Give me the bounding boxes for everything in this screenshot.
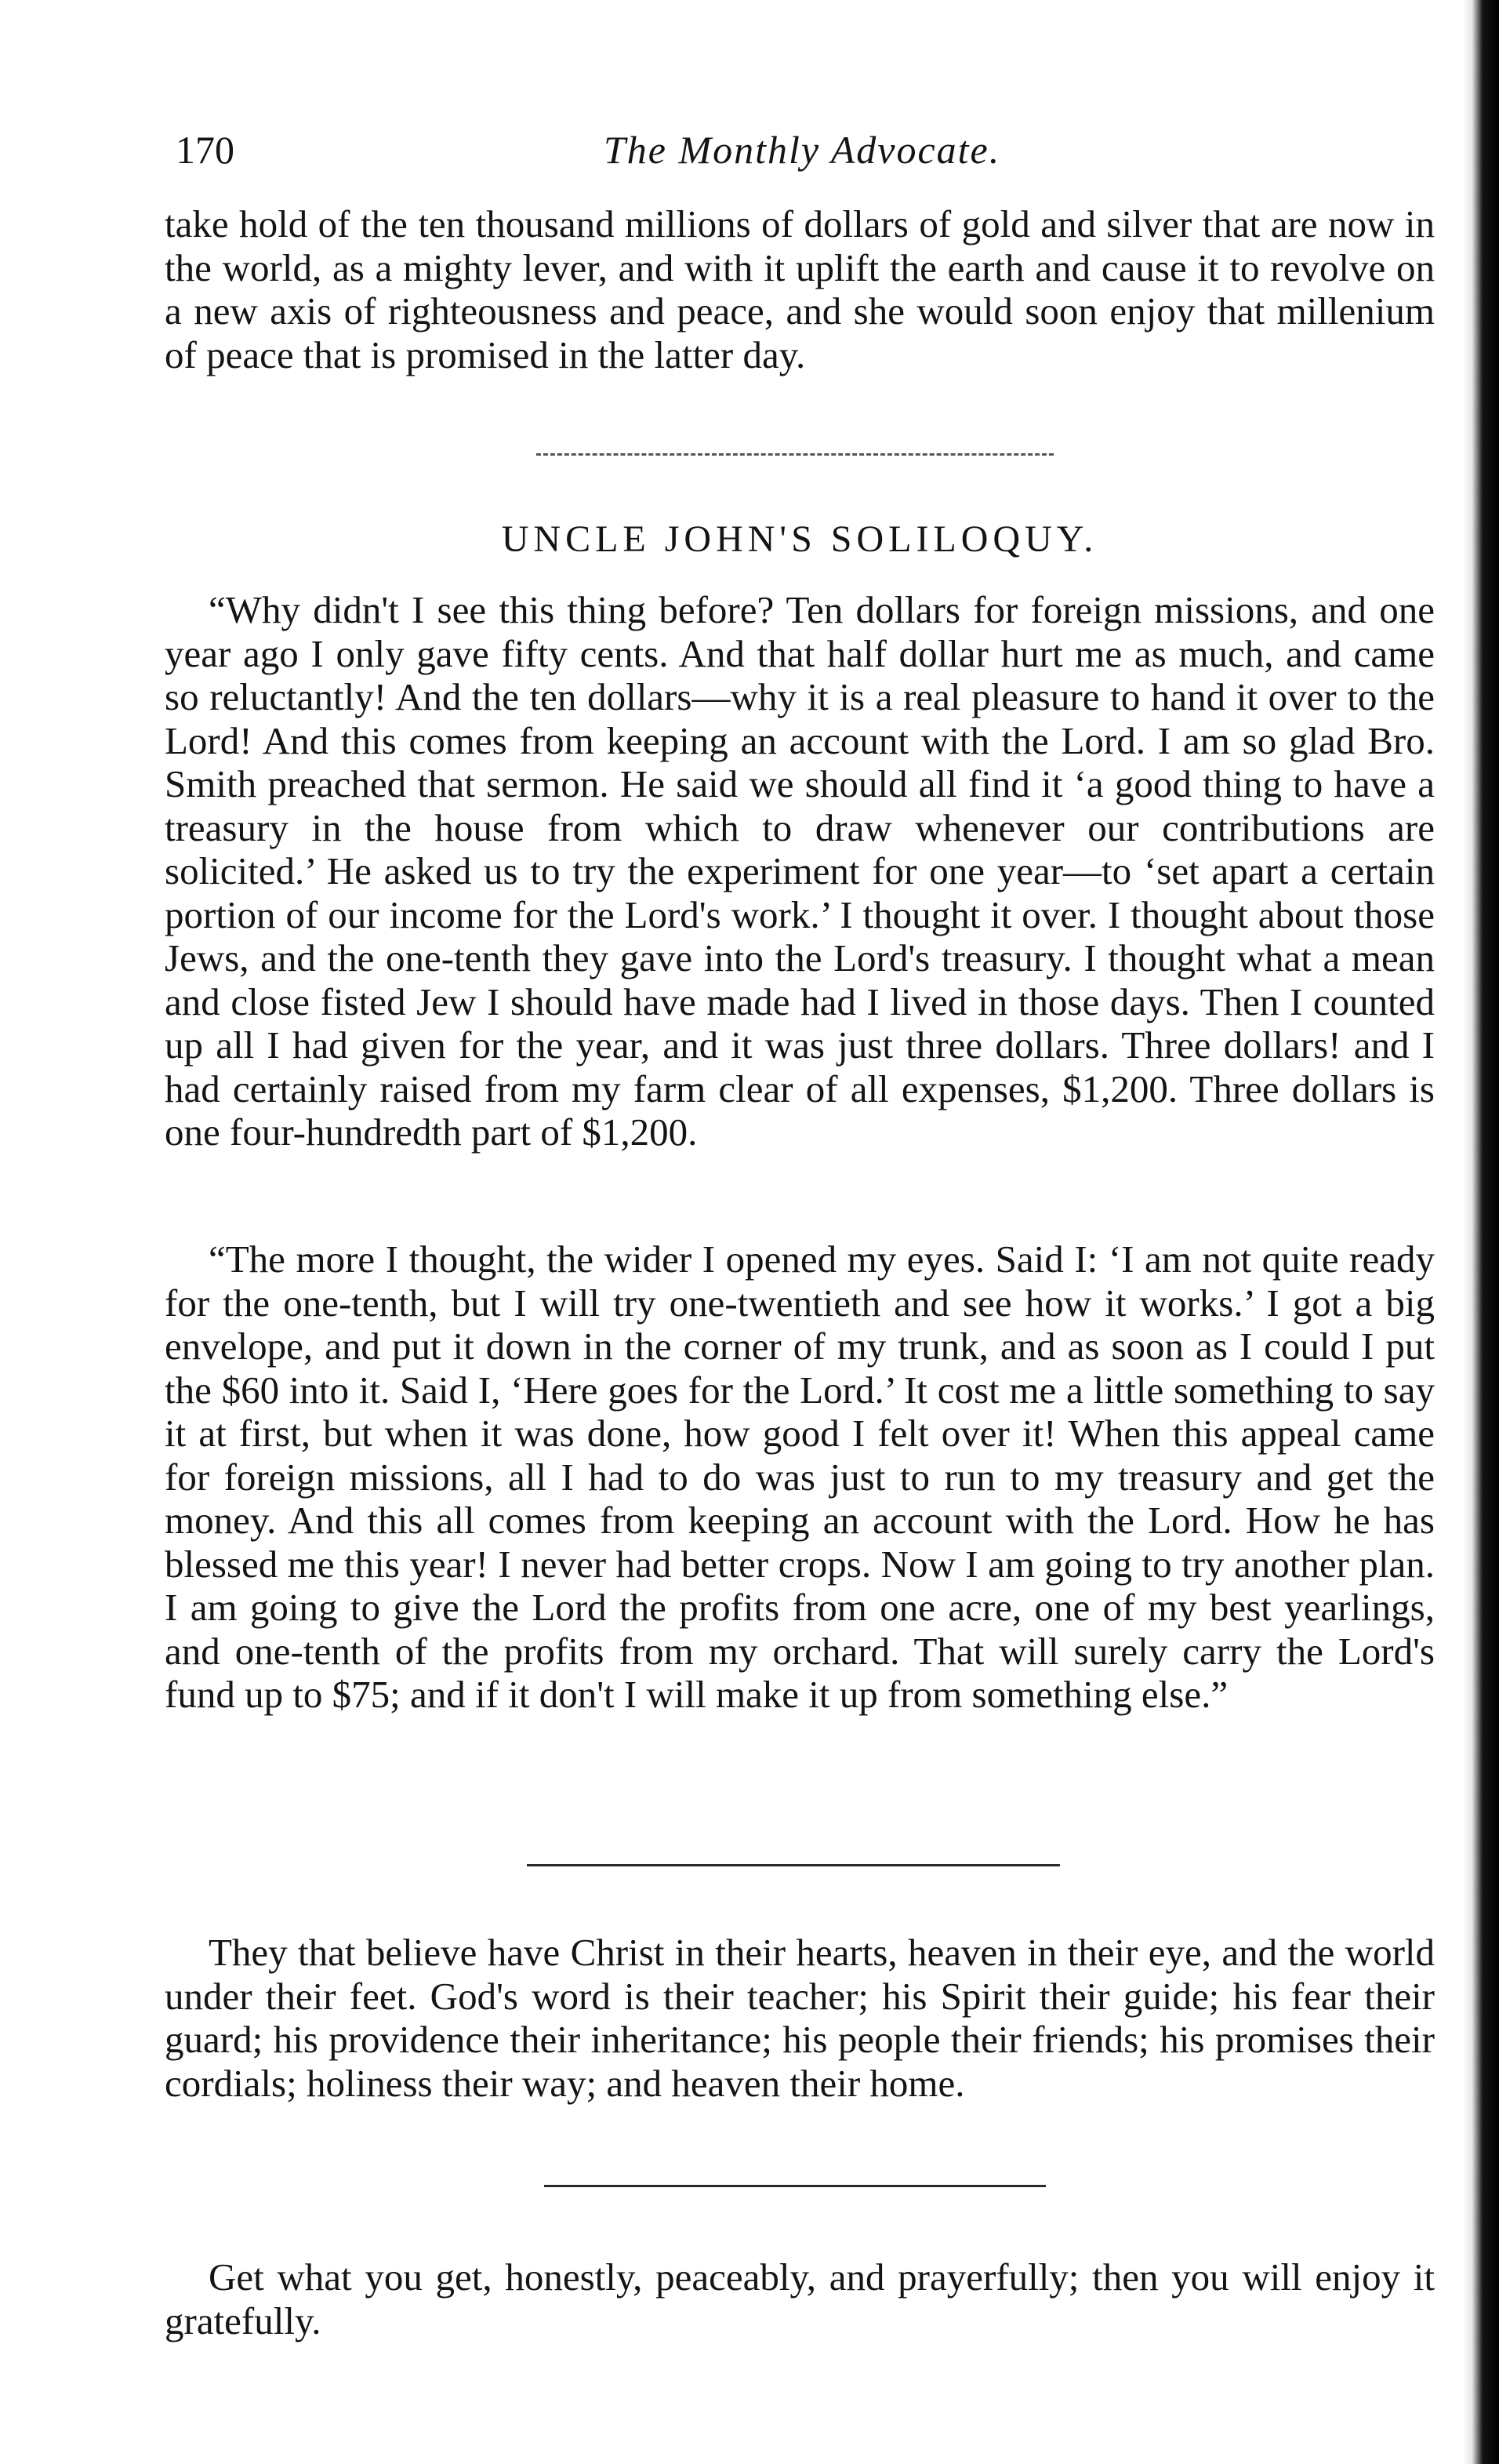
believe-paragraph: They that believe have Christ in their hearts, heaven in their eye, and the world under their feet. God's word is their teacher; his Spirit their guide; his fear their guard; his providence their inheritance; his people their friends; his promises their cordials; holiness their way; and heaven their home. <box>165 1931 1435 2105</box>
get-paragraph: Get what you get, honestly, peaceably, and prayerfully; then you will enjoy it gratefully. <box>165 2255 1435 2342</box>
section-divider <box>544 2185 1046 2187</box>
soliloquy-paragraph-1: “Why didn't I see this thing before? Ten dollars for foreign missions, and one year ago I only gave fifty cents. And that half dollar hurt me as much, and came so reluctantly! And the ten dollars—why it is a real pleasure to hand it over to the Lord! And this comes from keeping an account with the Lord. I am so glad Bro. Smith preached that sermon. He said we should all find it ‘a good thing to have a treasury in the house from which to draw whenever our contributions are solicited.’ He asked us to try the experiment for one year—to ‘set apart a certain portion of our income for the Lord's work.’ I thought it over. I thought about those Jews, and the one-tenth they gave into the Lord's treasury. I thought what a mean and close fisted Jew I should have made had I lived in those days. Then I counted up all I had given for the year, and it was just three dollars. Three dollars! and I had certainly raised from my farm clear of all expenses, $1,200. Three dollars is one four-hundredth part of $1,200. <box>165 588 1435 1154</box>
soliloquy-paragraph-2: “The more I thought, the wider I opened my eyes. Said I: ‘I am not quite ready for the one-tenth, but I will try one-twentieth and see how it works.’ I got a big envelope, and put it down in the corner of my trunk, and as soon as I could I put the $60 into it. Said I, ‘Here goes for the Lord.’ It cost me a little something to say it at first, but when it was done, how good I felt over it! When this appeal came for foreign missions, all I had to do was just to run to my treasury and get the money. And this all comes from keeping an account with the Lord. How he has blessed me this year! I never had better crops. Now I am going to try another plan. I am going to give the Lord the profits from one acre, one of my best yearlings, and one-tenth of the profits from my orchard. That will surely carry the Lord's fund up to $75; and if it don't I will make it up from something else.” <box>165 1237 1435 1716</box>
page-number: 170 <box>176 128 234 172</box>
page-binding-edge <box>1463 0 1499 2464</box>
running-head <box>165 127 1443 182</box>
intro-paragraph: take hold of the ten thousand millions of dollars of gold and silver that are now in the world, as a mighty lever, and with it uplift the earth and cause it to revolve on a new axis of righteousness and peace, and she would soon enjoy that millenium of peace that is promised in the latter day. <box>165 202 1435 376</box>
journal-title: The Monthly Advocate. <box>604 128 1001 172</box>
section-divider <box>527 1864 1060 1866</box>
section-divider <box>536 453 1054 456</box>
section-heading: UNCLE JOHN'S SOLILOQUY. <box>501 518 1098 560</box>
